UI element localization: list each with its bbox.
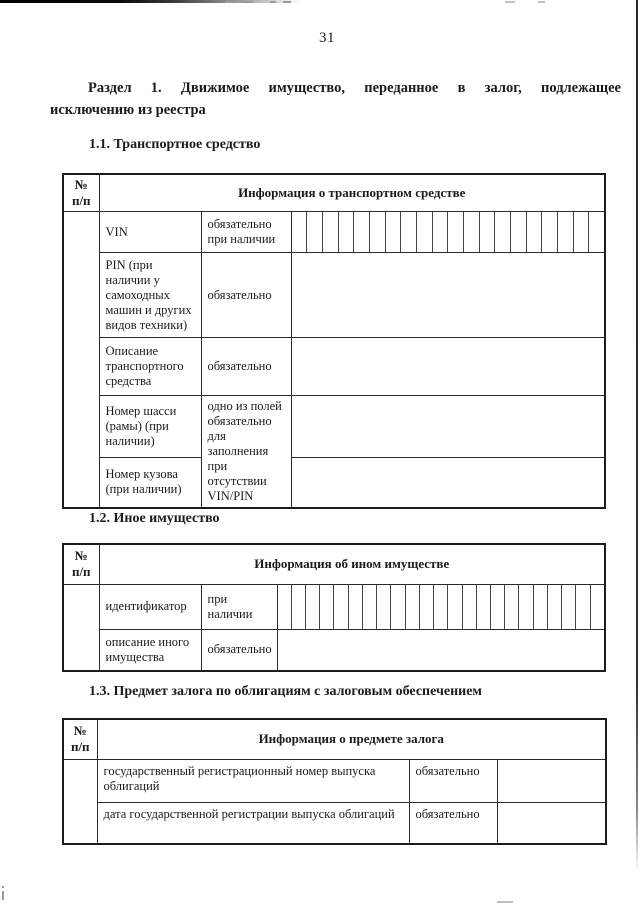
char-box — [292, 212, 308, 252]
identifier-value-cell — [277, 584, 605, 629]
pin-value-cell — [291, 253, 605, 338]
vin-value-cell — [291, 212, 605, 253]
description-label-cell: Описание транспортного средства — [99, 338, 201, 396]
char-box — [417, 212, 433, 252]
char-box — [307, 212, 323, 252]
scan-speck — [2, 886, 4, 888]
bond-pledge-num-cell — [63, 759, 97, 844]
other-property-num-cell — [63, 584, 99, 671]
char-box — [495, 212, 511, 252]
char-box — [401, 212, 417, 252]
reg-date-requirement-cell: обязательно — [409, 802, 497, 844]
chassis-value-cell — [291, 396, 605, 458]
num-header-line2: п/п — [71, 193, 91, 208]
char-box — [480, 212, 496, 252]
num-header-line2: п/п — [70, 739, 90, 755]
other-description-requirement-cell: обязательно — [201, 629, 277, 671]
scan-dash — [538, 1, 545, 3]
char-box — [574, 212, 590, 252]
description-requirement-cell: обязательно — [201, 338, 291, 396]
reg-number-requirement-cell: обязательно — [409, 759, 497, 802]
reg-date-value-cell — [497, 802, 606, 844]
body-number-value-cell — [291, 457, 605, 508]
char-box — [377, 585, 391, 629]
scan-dash — [270, 1, 276, 3]
char-box — [386, 212, 402, 252]
char-box — [491, 585, 505, 629]
char-box — [558, 212, 574, 252]
bond-pledge-info-header: Информация о предмете залога — [97, 719, 606, 759]
reg-date-label-cell: дата государственной регистрации выпуска облигаций — [97, 802, 409, 844]
scan-dash — [505, 1, 515, 3]
char-box — [448, 585, 462, 629]
char-box — [363, 585, 377, 629]
vehicle-table-num-header — [63, 174, 99, 212]
other-property-info-header: Информация об ином имуществе — [99, 544, 605, 584]
char-box — [370, 212, 386, 252]
pin-label-cell: PIN (при наличии у самоходных машин и других видов техники) — [99, 253, 201, 338]
other-description-label-cell: описание иного имущества — [99, 629, 201, 671]
reg-number-label-cell: государственный регистрационный номер выпуска облигаций — [97, 759, 409, 802]
char-box — [349, 585, 363, 629]
subsection-heading-1-3: 1.3. Предмет залога по облигациям с залоговым обеспечением — [89, 684, 482, 699]
vin-requirement-cell: обязательно при наличии — [201, 212, 291, 253]
chassis-label-cell: Номер шасси (рамы) (при наличии) — [99, 396, 201, 458]
identifier-character-boxes — [278, 585, 605, 629]
char-box — [505, 585, 519, 629]
char-box — [519, 585, 533, 629]
other-description-value-cell — [277, 629, 605, 671]
char-box — [391, 585, 405, 629]
char-box — [339, 212, 355, 252]
char-box — [463, 585, 477, 629]
section-1-title — [50, 77, 621, 121]
other-property-num-header — [63, 544, 99, 584]
char-box — [576, 585, 590, 629]
char-box — [306, 585, 320, 629]
identifier-label-cell: идентификатор — [99, 584, 201, 629]
subsection-heading-1-2: 1.2. Иное имущество — [89, 511, 220, 526]
scan-dash — [283, 1, 291, 3]
char-box — [477, 585, 491, 629]
char-box — [562, 585, 576, 629]
vehicle-table — [62, 173, 606, 509]
char-box — [591, 585, 604, 629]
char-box — [420, 585, 434, 629]
char-box — [292, 585, 306, 629]
scan-speck — [2, 891, 4, 900]
pin-requirement-cell: обязательно — [201, 253, 291, 338]
char-box — [589, 212, 604, 252]
vin-label-cell: VIN — [99, 212, 201, 253]
section-1-title-line1: Раздел 1. Движимое имущество, переданное в залог, подлежащее — [88, 80, 621, 96]
char-box — [334, 585, 348, 629]
num-header-line1: № — [73, 723, 87, 739]
identifier-requirement-cell: при наличии — [201, 584, 277, 629]
char-box — [464, 212, 480, 252]
char-box — [548, 585, 562, 629]
chassis-body-requirement-cell: одно из полей обязательно для заполнения при отсутствии VIN/PIN — [201, 396, 291, 509]
scan-edge-top — [0, 0, 300, 3]
char-box — [433, 212, 449, 252]
scan-dash — [225, 1, 234, 3]
num-header-line2: п/п — [71, 564, 91, 580]
char-box — [542, 212, 558, 252]
char-box — [406, 585, 420, 629]
vehicle-table-info-header: Информация о транспортном средстве — [99, 174, 605, 212]
bond-pledge-table — [62, 718, 607, 845]
char-box — [323, 212, 339, 252]
page-number: 31 — [319, 30, 335, 46]
char-box — [448, 212, 464, 252]
description-value-cell — [291, 338, 605, 396]
body-number-label-cell: Номер кузова (при наличии) — [99, 457, 201, 508]
char-box — [434, 585, 448, 629]
vin-character-boxes — [292, 212, 605, 252]
vehicle-table-num-cell — [63, 212, 99, 509]
char-box — [527, 212, 543, 252]
char-box — [354, 212, 370, 252]
scan-edge-right — [636, 0, 638, 872]
num-header-line1: № — [74, 548, 88, 564]
bond-pledge-num-header — [63, 719, 97, 759]
scan-dash — [243, 1, 253, 3]
char-box — [278, 585, 292, 629]
num-header-line1: № — [74, 177, 88, 192]
subsection-heading-1-1: 1.1. Транспортное средство — [89, 137, 261, 152]
reg-number-value-cell — [497, 759, 606, 802]
scan-speck — [497, 901, 513, 903]
char-box — [534, 585, 548, 629]
char-box — [320, 585, 334, 629]
other-property-table — [62, 543, 606, 672]
char-box — [511, 212, 527, 252]
section-1-title-line2: исключению из реестра — [50, 102, 206, 118]
